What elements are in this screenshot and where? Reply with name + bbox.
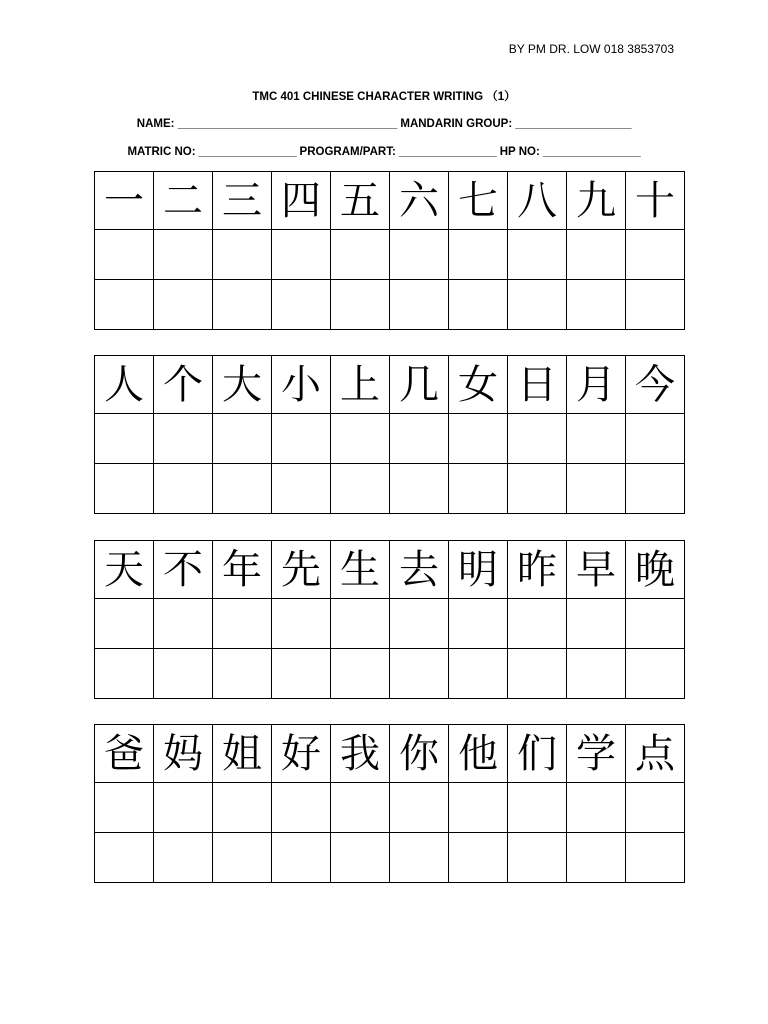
model-character: 晚 <box>635 546 675 593</box>
practice-cell[interactable] <box>508 783 567 833</box>
practice-cell[interactable] <box>626 414 685 464</box>
mandarin-group-label: MANDARIN GROUP: <box>400 118 513 130</box>
model-character: 学 <box>576 730 616 777</box>
practice-cell[interactable] <box>508 833 567 883</box>
practice-cell[interactable] <box>626 464 685 514</box>
model-character: 昨 <box>517 546 557 593</box>
character-cell <box>390 172 449 230</box>
practice-cell[interactable] <box>508 649 567 699</box>
character-cell <box>508 172 567 230</box>
model-character: 大 <box>222 361 262 408</box>
model-character: 生 <box>340 546 380 593</box>
form-line-1 <box>0 118 768 130</box>
model-character: 早 <box>576 546 616 593</box>
hp-no-label: HP NO: <box>499 146 540 158</box>
model-character: 他 <box>458 730 498 777</box>
practice-cell[interactable] <box>154 414 213 464</box>
practice-cell[interactable] <box>272 280 331 330</box>
practice-row <box>95 833 685 883</box>
practice-grid-2 <box>94 355 685 514</box>
practice-cell[interactable] <box>272 783 331 833</box>
practice-cell[interactable] <box>390 414 449 464</box>
character-cell <box>449 356 508 414</box>
model-character: 六 <box>399 177 439 224</box>
mandarin-group-field[interactable]: ___________________ <box>515 118 632 130</box>
model-character: 九 <box>576 177 616 224</box>
practice-cell[interactable] <box>508 599 567 649</box>
practice-cell[interactable] <box>390 783 449 833</box>
practice-cell[interactable] <box>331 649 390 699</box>
character-cell <box>213 541 272 599</box>
practice-cell[interactable] <box>154 230 213 280</box>
character-cell <box>272 541 331 599</box>
model-character: 爸 <box>104 730 144 777</box>
practice-cell[interactable] <box>154 649 213 699</box>
practice-cell[interactable] <box>272 414 331 464</box>
practice-cell[interactable] <box>508 464 567 514</box>
practice-cell[interactable] <box>272 649 331 699</box>
practice-cell[interactable] <box>154 783 213 833</box>
practice-cell[interactable] <box>331 464 390 514</box>
practice-row <box>95 783 685 833</box>
practice-cell[interactable] <box>154 280 213 330</box>
model-character: 好 <box>281 730 321 777</box>
practice-cell[interactable] <box>449 280 508 330</box>
practice-row <box>95 230 685 280</box>
character-cell <box>390 725 449 783</box>
character-cell <box>567 356 626 414</box>
character-cell <box>154 172 213 230</box>
practice-cell[interactable] <box>390 599 449 649</box>
character-row <box>95 356 685 414</box>
character-cell <box>449 541 508 599</box>
practice-cell[interactable] <box>626 649 685 699</box>
character-row <box>95 172 685 230</box>
practice-cell[interactable] <box>449 230 508 280</box>
model-character: 我 <box>340 730 380 777</box>
practice-grid-4 <box>94 724 685 883</box>
worksheet-title: TMC 401 CHINESE CHARACTER WRITING （1） <box>252 91 516 103</box>
practice-cell[interactable] <box>154 833 213 883</box>
character-cell <box>95 172 154 230</box>
character-cell <box>95 541 154 599</box>
practice-cell[interactable] <box>213 599 272 649</box>
practice-cell[interactable] <box>213 230 272 280</box>
practice-cell[interactable] <box>449 464 508 514</box>
character-cell <box>213 356 272 414</box>
character-cell <box>272 356 331 414</box>
character-row <box>95 725 685 783</box>
practice-cell[interactable] <box>331 833 390 883</box>
character-cell <box>626 725 685 783</box>
character-cell <box>154 725 213 783</box>
practice-cell[interactable] <box>567 599 626 649</box>
practice-row <box>95 599 685 649</box>
character-cell <box>95 356 154 414</box>
form-line-2 <box>0 146 768 158</box>
practice-cell[interactable] <box>95 833 154 883</box>
model-character: 明 <box>458 546 498 593</box>
practice-cell[interactable] <box>567 833 626 883</box>
practice-cell[interactable] <box>272 599 331 649</box>
practice-cell[interactable] <box>331 230 390 280</box>
practice-cell[interactable] <box>449 414 508 464</box>
model-character: 今 <box>635 361 675 408</box>
practice-cell[interactable] <box>95 414 154 464</box>
practice-cell[interactable] <box>213 833 272 883</box>
model-character: 十 <box>635 177 675 224</box>
character-cell <box>331 541 390 599</box>
character-cell <box>567 541 626 599</box>
practice-cell[interactable] <box>626 783 685 833</box>
practice-cell[interactable] <box>95 230 154 280</box>
practice-cell[interactable] <box>272 464 331 514</box>
program-part-label: PROGRAM/PART: <box>299 146 396 158</box>
character-cell <box>331 725 390 783</box>
character-cell <box>154 356 213 414</box>
practice-cell[interactable] <box>272 230 331 280</box>
model-character: 上 <box>340 361 380 408</box>
character-row <box>95 541 685 599</box>
character-cell <box>449 172 508 230</box>
byline: BY PM DR. LOW 018 3853703 <box>508 42 674 56</box>
character-cell <box>508 725 567 783</box>
model-character: 四 <box>281 177 321 224</box>
practice-row <box>95 280 685 330</box>
character-cell <box>626 356 685 414</box>
practice-cell[interactable] <box>95 783 154 833</box>
model-character: 小 <box>281 361 321 408</box>
model-character: 二 <box>163 177 203 224</box>
character-cell <box>331 172 390 230</box>
model-character: 们 <box>517 730 557 777</box>
model-character: 人 <box>104 361 144 408</box>
practice-cell[interactable] <box>390 833 449 883</box>
model-character: 七 <box>458 177 498 224</box>
character-cell <box>390 356 449 414</box>
practice-cell[interactable] <box>508 280 567 330</box>
practice-cell[interactable] <box>390 230 449 280</box>
practice-cell[interactable] <box>449 599 508 649</box>
practice-cell[interactable] <box>390 649 449 699</box>
practice-cell[interactable] <box>154 599 213 649</box>
character-cell <box>95 725 154 783</box>
matric-no-field[interactable]: ________________ <box>198 146 297 158</box>
character-cell <box>272 172 331 230</box>
practice-cell[interactable] <box>95 649 154 699</box>
practice-cell[interactable] <box>390 464 449 514</box>
character-cell <box>213 172 272 230</box>
model-character: 个 <box>163 361 203 408</box>
model-character: 姐 <box>222 730 262 777</box>
character-cell <box>272 725 331 783</box>
character-cell <box>449 725 508 783</box>
practice-row <box>95 414 685 464</box>
practice-grid-1 <box>94 171 685 330</box>
practice-cell[interactable] <box>567 783 626 833</box>
practice-grid-3 <box>94 540 685 699</box>
practice-cell[interactable] <box>95 464 154 514</box>
practice-cell[interactable] <box>508 230 567 280</box>
model-character: 五 <box>340 177 380 224</box>
practice-cell[interactable] <box>213 414 272 464</box>
practice-cell[interactable] <box>567 649 626 699</box>
practice-cell[interactable] <box>95 280 154 330</box>
character-cell <box>508 541 567 599</box>
practice-cell[interactable] <box>154 464 213 514</box>
model-character: 八 <box>517 177 557 224</box>
model-character: 不 <box>163 546 203 593</box>
model-character: 点 <box>635 730 675 777</box>
model-character: 先 <box>281 546 321 593</box>
character-cell <box>567 172 626 230</box>
practice-cell[interactable] <box>272 833 331 883</box>
model-character: 女 <box>458 361 498 408</box>
practice-cell[interactable] <box>626 833 685 883</box>
character-cell <box>390 541 449 599</box>
model-character: 月 <box>576 361 616 408</box>
character-cell <box>154 541 213 599</box>
practice-cell[interactable] <box>213 280 272 330</box>
program-part-field[interactable]: ________________ <box>399 146 497 158</box>
practice-cell[interactable] <box>449 833 508 883</box>
character-cell <box>331 356 390 414</box>
matric-no-label: MATRIC NO: <box>127 146 196 158</box>
practice-cell[interactable] <box>567 230 626 280</box>
model-character: 一 <box>104 177 144 224</box>
model-character: 日 <box>517 361 557 408</box>
practice-row <box>95 649 685 699</box>
practice-cell[interactable] <box>626 230 685 280</box>
model-character: 三 <box>222 177 262 224</box>
model-character: 天 <box>104 546 144 593</box>
name-field[interactable]: ____________________________________ <box>177 118 398 130</box>
practice-cell[interactable] <box>626 599 685 649</box>
character-cell <box>508 356 567 414</box>
practice-row <box>95 464 685 514</box>
practice-cell[interactable] <box>213 649 272 699</box>
model-character: 年 <box>222 546 262 593</box>
name-label: NAME: <box>136 118 175 130</box>
practice-cell[interactable] <box>331 280 390 330</box>
model-character: 你 <box>399 730 439 777</box>
character-cell <box>567 725 626 783</box>
model-character: 妈 <box>163 730 203 777</box>
practice-cell[interactable] <box>508 414 567 464</box>
practice-cell[interactable] <box>449 649 508 699</box>
practice-cell[interactable] <box>331 414 390 464</box>
character-cell <box>626 541 685 599</box>
practice-cell[interactable] <box>626 280 685 330</box>
practice-cell[interactable] <box>213 464 272 514</box>
practice-cell[interactable] <box>390 280 449 330</box>
practice-cell[interactable] <box>567 280 626 330</box>
model-character: 去 <box>399 546 439 593</box>
practice-cell[interactable] <box>331 783 390 833</box>
model-character: 几 <box>399 361 439 408</box>
character-cell <box>626 172 685 230</box>
practice-cell[interactable] <box>567 414 626 464</box>
practice-cell[interactable] <box>213 783 272 833</box>
character-cell <box>213 725 272 783</box>
practice-cell[interactable] <box>95 599 154 649</box>
practice-cell[interactable] <box>449 783 508 833</box>
practice-cell[interactable] <box>331 599 390 649</box>
practice-cell[interactable] <box>567 464 626 514</box>
hp-no-field[interactable]: ________________ <box>543 146 641 158</box>
